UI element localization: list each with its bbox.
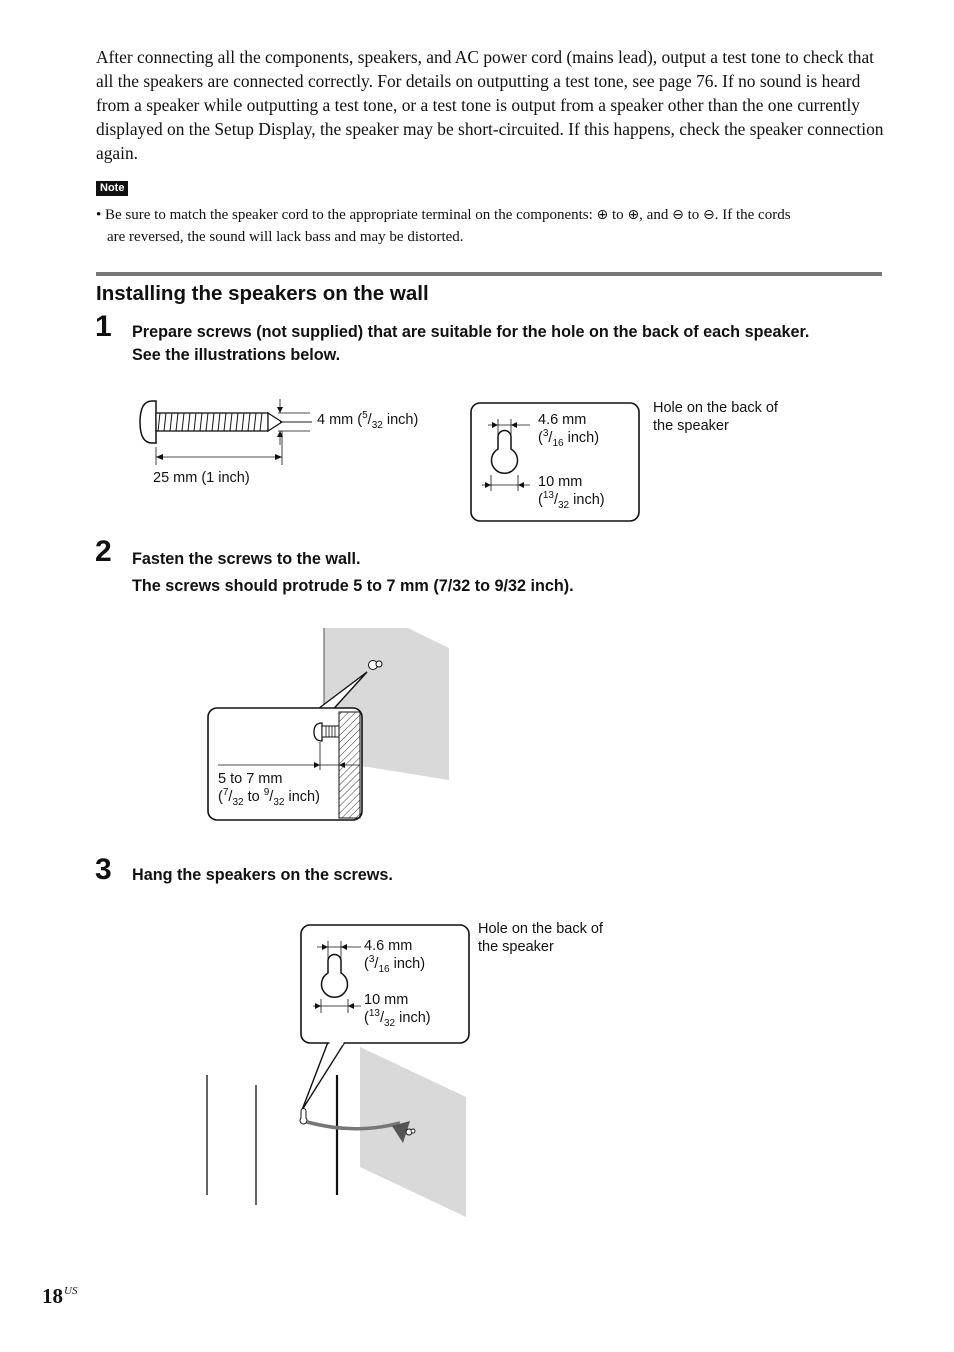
hole-width-sup: 3 (542, 428, 549, 440)
plus-terminal-icon-2: ⊕ (627, 207, 640, 223)
hole-width-sub-2: 16 (378, 963, 390, 975)
screw-head-section-icon (314, 723, 322, 741)
minus-terminal-icon: ⊖ (672, 207, 684, 223)
hole-caption-2 (478, 920, 603, 956)
hole-height-label-2 (364, 991, 431, 1027)
hole-caption (653, 399, 778, 435)
step-1-number: 1 (95, 310, 112, 343)
hole-height-mm: 10 mm (538, 474, 583, 490)
section-title: Installing the speakers on the wall (96, 282, 429, 305)
protrusion-sup-b: 9 (263, 787, 270, 799)
page-number-value: 18 (42, 1284, 63, 1308)
hole-height-slash-2: / (379, 1010, 384, 1026)
step-2-text (132, 546, 892, 600)
hole-width-mm-2: 4.6 mm (364, 938, 413, 954)
note-text-a: Be sure to match the speaker cord to the appropriate terminal on the components: (105, 207, 597, 223)
hole-width-sub: 16 (552, 437, 564, 449)
hang-speaker-figure (195, 915, 475, 1225)
hole-height-inch-2 (364, 1009, 431, 1027)
hole-width-mm: 4.6 mm (538, 412, 587, 428)
hole-caption-2-line-1: Hole on the back of (478, 921, 603, 937)
protrusion-sup-a: 7 (222, 787, 229, 799)
section-rule (96, 272, 882, 276)
step-1-line-2: See the illustrations below. (132, 346, 341, 364)
hole-height-sub: 32 (558, 499, 570, 511)
hole-height-inch-close-2: inch) (395, 1010, 431, 1026)
step-2-line-1: Fasten the screws to the wall. (132, 550, 361, 568)
protrusion-sub-b: 32 (273, 796, 285, 808)
step-3-number: 3 (95, 853, 112, 886)
hole-height-sup-2: 13 (368, 1008, 380, 1020)
hole-height-sub-2: 32 (384, 1017, 396, 1029)
hole-height-label (538, 473, 605, 509)
protrusion-mm: 5 to 7 mm (218, 771, 283, 787)
hole-height-mm-2: 10 mm (364, 992, 409, 1008)
hole-width-inch-close-2: inch) (389, 956, 426, 972)
hole-caption-2-line-2: the speaker (478, 939, 554, 955)
hole-height-inch (538, 491, 605, 509)
hole-height-sup: 13 (542, 490, 554, 502)
hole-width-inch (538, 429, 599, 447)
protrusion-to: to (243, 789, 264, 805)
page-number-suffix: US (64, 1285, 78, 1297)
step-1-line-1: Prepare screws (not supplied) that are suitable for the hole on the back of each speaker. (132, 323, 810, 341)
hole-width-slash-2: / (374, 956, 379, 972)
protrusion-slash-b: / (269, 789, 274, 805)
hole-height-paren-2: ( (364, 1010, 369, 1026)
protrusion-paren: ( (218, 789, 223, 805)
hole-width-sup-2: 3 (368, 954, 375, 966)
note-text-b: . If the cords (714, 207, 791, 223)
hole-width-paren-2: ( (364, 956, 369, 972)
screw-head-icon (140, 401, 156, 443)
screw-diameter-label (317, 411, 418, 429)
plus-terminal-icon: ⊕ (596, 207, 609, 223)
note-bullet: • (96, 207, 102, 223)
step-2-line-2: The screws should protrude 5 to 7 mm (7/32 to 9/32 inch). (132, 577, 574, 595)
minus-terminal-icon-2: ⊖ (703, 207, 715, 223)
protrusion-inch-close: inch) (284, 789, 320, 805)
note-text-c: are reversed, the sound will lack bass and may be distorted. (107, 229, 464, 245)
screw-length-label: 25 mm (1 inch) (153, 470, 250, 486)
step-2-number: 2 (95, 535, 112, 568)
screw-diameter-slash: / (367, 412, 372, 428)
note-text (96, 204, 886, 248)
hole-caption-line-2: the speaker (653, 418, 729, 434)
screw-diameter-text-b: inch) (382, 412, 419, 428)
note-to-2: to (683, 207, 703, 223)
note-badge: Note (96, 181, 128, 196)
hole-width-inch-close: inch) (563, 430, 600, 446)
hole-height-inch-close: inch) (569, 492, 605, 508)
hole-width-slash: / (548, 430, 553, 446)
page-number (42, 1284, 77, 1309)
protrusion-label (218, 770, 320, 806)
callout-pointer-2 (302, 1042, 345, 1110)
screw-diameter-text-a: 4 mm ( (317, 412, 363, 428)
protrusion-slash-a: / (228, 789, 233, 805)
screw-diameter-sup: 5 (362, 410, 368, 422)
hole-height-paren: ( (538, 492, 543, 508)
screw-tip (268, 413, 282, 431)
step-3-text: Hang the speakers on the screws. (132, 866, 393, 884)
hole-caption-line-1: Hole on the back of (653, 400, 778, 416)
intro-paragraph: After connecting all the components, speakers, and AC power cord (mains lead), output a test tone to check that all the speakers are connected correctly. For details on outputting a test tone, see page 76. If no sound is heard from a speaker while outputting a test tone, or a test tone is output from a speaker other than the one currently displayed on the Setup Display, the speaker may be short-circuited. If this happens, check the speaker connection again. (96, 47, 884, 163)
hole-height-slash: / (553, 492, 558, 508)
hole-width-label-2 (364, 937, 425, 973)
speaker-keyhole-icon (300, 1109, 307, 1124)
hole-width-label (538, 411, 599, 447)
note-and: , and (639, 207, 673, 223)
protrusion-inch (218, 788, 320, 806)
note-to-1: to (608, 207, 628, 223)
screw-diameter-sub: 32 (371, 419, 383, 431)
hole-width-inch-2 (364, 955, 425, 973)
step-1-text (132, 321, 892, 367)
protrusion-sub-a: 32 (232, 796, 244, 808)
hole-width-paren: ( (538, 430, 543, 446)
